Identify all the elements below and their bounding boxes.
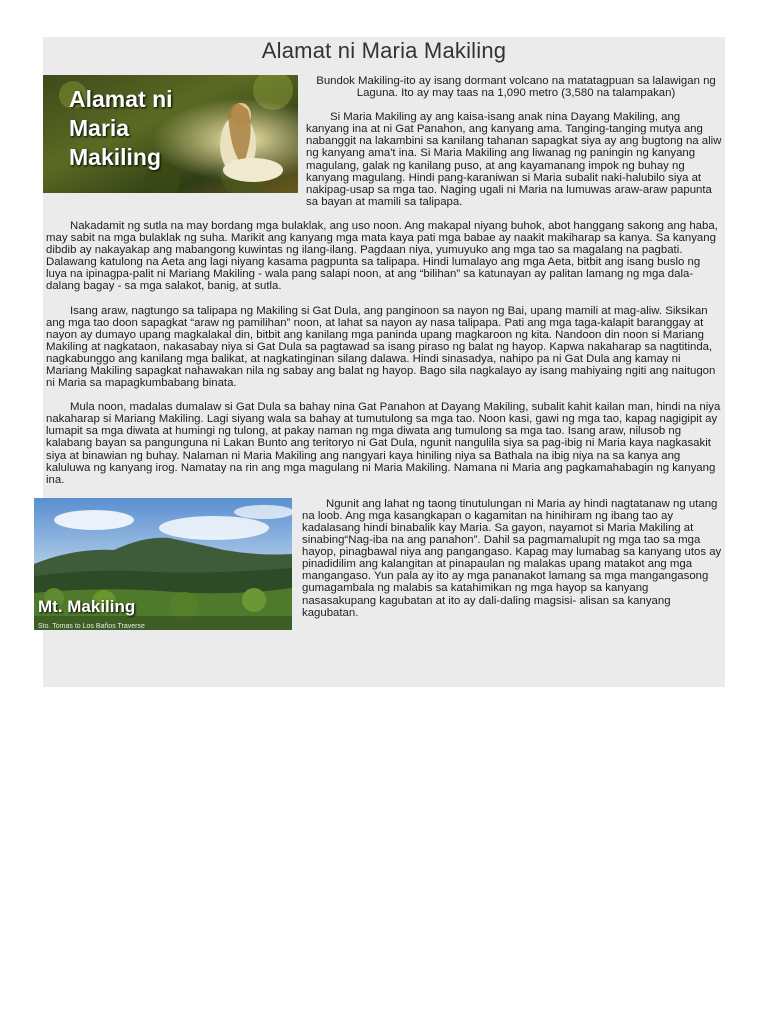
document-page	[38, 37, 725, 687]
illustration-caption: Alamat ni Maria Makiling	[69, 86, 173, 170]
mountain-landscape-photo-icon	[34, 498, 292, 630]
photo-caption: Mt. Makiling	[38, 596, 136, 616]
photo-subcaption: Sto. Tomas to Los Baños Traverse	[38, 622, 145, 630]
paragraph-intro: Bundok Makiling-ito ay isang dormant volcano na matatagpuan sa lalawigan ng Laguna. Ito ay may taas na 1,090 metro (3,580 na talampakan)	[316, 75, 716, 100]
paragraph-2: Nakadamit ng sutla na may bordang mga bulaklak, ang uso noon. Ang makapal niyang buhok, abot hanggang sakong ang haba, may sabit na mga bulaklak ng suha. Marikit ang kanyang mga mata kaya pati mga babae ay naakit makiharap sa kanya. Sa kanyang dibdib ay nakayakap ang mabangong kuwintas ng ilang-ilang. Pagdaan niya, yumuyuko ang mga tao sa magalang na pagbati. Dalawang katulong na Aeta ang lagi niyang kasama pagpunta sa talipapa. Hindi lumalayo ang mga Aeta, bitbit ang isang buslo ng luya na ipinagpa-palit ni Mariang Makiling - wala pang salapi noon, at ang “bilihan” sa katunayan ay palitan lamang ng mga dala-dalang bagay - sa mga salakot, banig, at sutla.	[46, 219, 718, 293]
paragraph-1: Si Maria Makiling ay ang kaisa-isang anak nina Dayang Makiling, ang kanyang ina at ni Gat Panahon, ang kanyang ama. Tanging-tanging mutya ang nabanggit na lakambini sa kanilang tahanan sapagkat siya ay ang bugtong na aliw ng kanyang ama't ina. Si Maria Makiling ang liwanag ng paningin ng kanyang magulang, galak ng kanilang puso, at ang kayamanang impok ng buhay ng kanyang magulang. Hindi pang-karaniwan si Maria subalit naki-halubilo siya at nakipag-usap sa mga tao. Naging ugali ni Maria na lumuwas araw-araw papunta sa bayan at mamili sa talipapa.	[306, 111, 722, 208]
paragraph-3: Isang araw, nagtungo sa talipapa ng Makiling si Gat Dula, ang panginoon sa nayon ng Bai, upang mamili at mag-aliw. Siksikan ang mga tao doon sapagkat “araw ng pamilihan” noon, at lahat sa nayon ay nasa talipapa. Pati ang mga taga-kalapit baranggay at nayon ay dumayo upang magkalakal din, bitbit ang kanilang mga paninda upang magkaroon ng kita. Nandoon din noon si Mariang Makiling at nagkataon, nakasabay niya si Gat Dula sa pagtawad sa isang piraso ng balat ng hayop. Kapwa nakaharap sa nagtitinda, nagkabunggo ang kanilang mga balikat, at nagkatinginan silang dalawa. Hindi sinasadya, nahipo pa ni Gat Dula ang kamay ni Mariang Makiling sapagkat nahawakan nila ng sabay ang balat ng hayop. Bago sila nagkalayo ay isang mahiyaing ngiti ang naitugon ni Maria sa mapagkumbabang binata.	[46, 304, 716, 390]
document-title: Alamat ni Maria Makiling	[261, 38, 507, 63]
maria-makiling-illustration-icon	[43, 75, 298, 193]
paragraph-4: Mula noon, madalas dumalaw si Gat Dula sa bahay nina Gat Panahon at Dayang Makiling, subalit kahit kailan man, hindi na niya nakaharap si Mariang Makiling. Lagi siyang wala sa bahay at tumutulong sa mga tao. Noon kasi, gawi ng mga tao, kapag nagigipit ay lumapit sa mga diwata at humingi ng tulong, at pakay naman ng mga diwata ang tumulong sa mga tao. Isang araw, nilusob ng kalabang bayan sa pangunguna ni Lakan Bunto ang teritoryo ni Gat Dula, ngunit nangulila siya sa pag-ibig ni Maria kaya nagkasakit siya at binawian ng buhay. Nalaman ni Maria Makiling ang nangyari kaya hiniling niya sa Bathala na ibig niya na sa kanya ang kaluluwa ng kanyang irog. Namatay na rin ang mga magulang ni Maria Makiling. Namana ni Maria ang pagkamahabagin ng kanyang ina.	[46, 401, 721, 486]
paragraph-5: Ngunit ang lahat ng taong tinutulungan ni Maria ay hindi nagtatanaw ng utang na loob. Ang mga kasangkapan o kagamitan na hinihiram ng ibang tao ay kadalasang hindi binabalik kay Maria. Sa gayon, nayamot si Maria Makiling at sinabing“Nag-iba na ang panahon”. Dahil sa pagmamalupit ng mga tao sa mga hayop, pinagbawal niya ang pangangaso. Kapag may lumabag sa kanyang utos ay pinadidilim ang kalangitan at pinapaulan ng malakas upang matakot ang mga mangangaso. Yun pala ay ito ay mga pananakot lamang sa mga mangangasong gumagambala ng malabis sa katahimikan ng mga hayop sa kanyang nasasakupang kagubatan at ito ay dali-daling magsisi- alisan sa kanyang kagubatan.	[302, 497, 722, 619]
document-body	[38, 75, 724, 634]
